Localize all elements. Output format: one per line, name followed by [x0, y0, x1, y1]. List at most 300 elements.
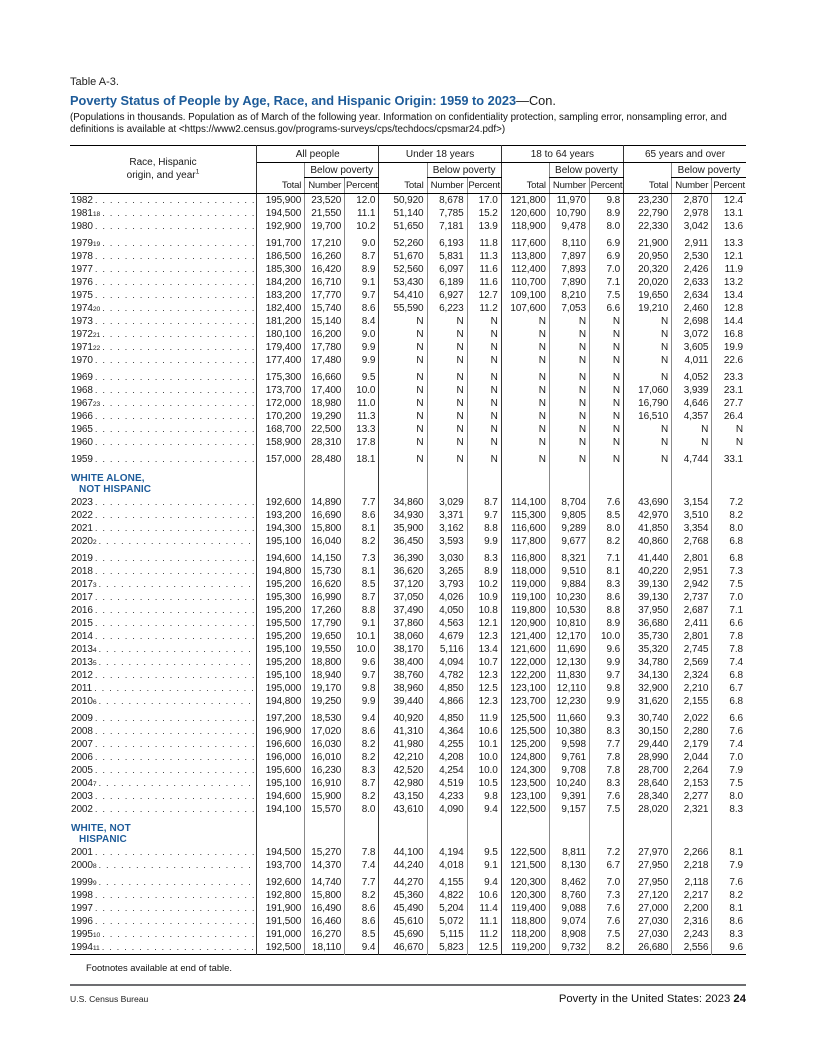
blank-header-cell	[624, 163, 672, 178]
row-label: 2017 3 . . .	[71, 578, 256, 591]
data-cell: 3,605	[672, 341, 712, 354]
data-cell: 7.4	[712, 738, 746, 751]
data-cell: 13.6	[712, 220, 746, 233]
data-cell: 109,100	[501, 289, 549, 302]
data-cell: 8.1	[345, 522, 379, 535]
dot-leader	[95, 738, 254, 751]
data-cell: 13.3	[712, 237, 746, 250]
data-cell: 9.7	[589, 669, 623, 682]
year-label: 1969	[71, 372, 93, 384]
data-cell: 7.6	[589, 496, 623, 509]
data-cell: 11.1	[467, 915, 501, 928]
year-label: 2001	[71, 847, 93, 859]
row-label	[71, 496, 256, 509]
data-cell: 195,100	[257, 643, 305, 656]
row-label	[71, 682, 256, 695]
data-cell: 22,790	[624, 207, 672, 220]
data-cell: 7.1	[589, 552, 623, 565]
year-label: 1968	[71, 385, 93, 397]
data-cell: 19,550	[305, 643, 345, 656]
year-label: 1965	[71, 424, 93, 436]
data-cell: 16,030	[305, 738, 345, 751]
data-cell: 17.0	[467, 194, 501, 208]
blank-header-cell	[257, 163, 305, 178]
data-cell: 16,790	[624, 397, 672, 410]
data-cell: 115,300	[501, 509, 549, 522]
data-cell: 16,620	[305, 578, 345, 591]
data-cell: 110,700	[501, 276, 549, 289]
data-cell: 34,860	[379, 496, 427, 509]
data-cell: 12.3	[467, 630, 501, 643]
data-cell: 36,450	[379, 535, 427, 548]
data-cell: 7.5	[712, 578, 746, 591]
below-poverty-label: Below poverty	[549, 163, 623, 178]
row-label-cell	[70, 354, 257, 367]
data-cell: 192,800	[257, 889, 305, 902]
table-row	[70, 384, 746, 397]
data-cell: 7.6	[712, 725, 746, 738]
group-header-under-18: Under 18 years	[379, 146, 501, 163]
year-label: 2013	[71, 657, 93, 669]
year-label: 2011	[71, 683, 93, 695]
table-row	[70, 522, 746, 535]
data-cell: N	[624, 436, 672, 449]
data-cell: 23.3	[712, 371, 746, 384]
data-cell: 37,860	[379, 617, 427, 630]
data-cell: 18,800	[305, 656, 345, 669]
data-cell: N	[379, 315, 427, 328]
data-cell: N	[467, 328, 501, 341]
data-cell: 3,162	[427, 522, 467, 535]
data-cell: 6.7	[589, 859, 623, 872]
data-cell: 123,700	[501, 695, 549, 708]
dot-leader	[102, 328, 254, 341]
row-label	[71, 194, 256, 207]
row-label	[71, 565, 256, 578]
data-cell: N	[427, 397, 467, 410]
data-cell: 9.5	[345, 371, 379, 384]
year-label: 1980	[71, 221, 93, 233]
group-header-65-over: 65 years and over	[624, 146, 746, 163]
data-cell: 28,340	[624, 790, 672, 803]
year-label: 1977	[71, 264, 93, 276]
data-cell: 194,500	[257, 207, 305, 220]
dot-leader	[95, 846, 254, 859]
data-cell	[467, 470, 501, 496]
row-label	[71, 669, 256, 682]
below-poverty-label: Below poverty	[672, 163, 746, 178]
data-cell: 10,790	[549, 207, 589, 220]
data-cell: 14,150	[305, 552, 345, 565]
dot-leader	[95, 509, 254, 522]
data-cell: N	[589, 410, 623, 423]
col-header-number: Number	[427, 178, 467, 194]
data-cell: 125,500	[501, 712, 549, 725]
data-cell: N	[549, 384, 589, 397]
data-cell: 121,600	[501, 643, 549, 656]
data-cell: 16,660	[305, 371, 345, 384]
data-cell: 16,230	[305, 764, 345, 777]
data-cell: 193,700	[257, 859, 305, 872]
data-cell: 4,254	[427, 764, 467, 777]
row-label: 1972 21 . . .	[71, 328, 256, 341]
row-label-cell	[70, 751, 257, 764]
year-label: 2020	[71, 536, 93, 548]
row-label-cell	[70, 302, 257, 315]
data-cell: 18,530	[305, 712, 345, 725]
data-cell: 16,200	[305, 328, 345, 341]
data-cell: 7.0	[589, 263, 623, 276]
data-cell: 46,670	[379, 941, 427, 955]
data-cell: 13.4	[712, 289, 746, 302]
data-cell: 9,289	[549, 522, 589, 535]
year-label: 1959	[71, 454, 93, 466]
row-label-cell	[70, 522, 257, 535]
data-cell: 7.3	[712, 565, 746, 578]
table-row	[70, 712, 746, 725]
data-cell: 9,732	[549, 941, 589, 955]
data-cell: 196,900	[257, 725, 305, 738]
data-cell: N	[501, 354, 549, 367]
data-cell: 21,550	[305, 207, 345, 220]
table-row	[70, 453, 746, 466]
data-cell: 3,265	[427, 565, 467, 578]
data-cell: 27,000	[624, 902, 672, 915]
dot-leader	[95, 751, 254, 764]
data-cell	[257, 820, 305, 846]
table-row	[70, 397, 746, 410]
data-cell: 8.2	[345, 889, 379, 902]
data-cell: 9.1	[345, 617, 379, 630]
data-cell: 7.2	[712, 496, 746, 509]
dot-leader	[95, 315, 254, 328]
data-cell: 3,072	[672, 328, 712, 341]
data-cell: 7.5	[589, 928, 623, 941]
data-cell: 7.0	[712, 591, 746, 604]
data-cell: 2,569	[672, 656, 712, 669]
data-cell: 4,194	[427, 846, 467, 859]
data-cell: 11,660	[549, 712, 589, 725]
data-cell: 7,890	[549, 276, 589, 289]
data-cell: 37,050	[379, 591, 427, 604]
data-cell: 4,782	[427, 669, 467, 682]
footer-page-number: 24	[733, 993, 746, 1005]
data-cell: 8.6	[589, 591, 623, 604]
data-cell: 8.3	[345, 764, 379, 777]
data-cell: N	[589, 453, 623, 466]
data-cell: 8.2	[589, 535, 623, 548]
data-cell: 119,800	[501, 604, 549, 617]
data-cell: 7.3	[589, 889, 623, 902]
data-cell: 194,500	[257, 846, 305, 859]
row-label	[71, 263, 256, 276]
row-label	[71, 220, 256, 233]
data-cell: 16,270	[305, 928, 345, 941]
data-cell	[712, 470, 746, 496]
data-cell: 11.6	[467, 263, 501, 276]
data-cell: 7.6	[712, 876, 746, 889]
row-label	[71, 552, 256, 565]
row-label-cell	[70, 656, 257, 669]
data-cell: 122,000	[501, 656, 549, 669]
year-label: 1975	[71, 290, 93, 302]
row-label	[71, 354, 256, 367]
data-cell: N	[379, 453, 427, 466]
data-cell: 112,400	[501, 263, 549, 276]
data-cell: 9.1	[467, 859, 501, 872]
data-cell: N	[589, 436, 623, 449]
table-row	[70, 496, 746, 509]
data-cell: N	[427, 436, 467, 449]
row-label	[71, 384, 256, 397]
row-label	[71, 803, 256, 816]
data-cell: 12,110	[549, 682, 589, 695]
table-row	[70, 777, 746, 790]
table-row	[70, 341, 746, 354]
data-cell: N	[501, 384, 549, 397]
row-label-cell	[70, 220, 257, 233]
data-cell: 121,800	[501, 194, 549, 208]
data-cell: 2,217	[672, 889, 712, 902]
data-cell: 196,000	[257, 751, 305, 764]
data-cell: 19,700	[305, 220, 345, 233]
row-label-cell	[70, 790, 257, 803]
dot-leader	[95, 902, 254, 915]
table-row	[70, 764, 746, 777]
data-cell: 23,230	[624, 194, 672, 208]
data-cell: 9,478	[549, 220, 589, 233]
data-cell	[305, 470, 345, 496]
row-label-cell	[70, 423, 257, 436]
data-cell: 10.0	[345, 384, 379, 397]
data-cell: 30,150	[624, 725, 672, 738]
data-cell: 44,100	[379, 846, 427, 859]
row-label	[71, 289, 256, 302]
data-cell: 9,088	[549, 902, 589, 915]
data-cell: 2,870	[672, 194, 712, 208]
data-cell: 9.7	[345, 289, 379, 302]
data-cell: 4,208	[427, 751, 467, 764]
data-cell: 193,200	[257, 509, 305, 522]
row-label-cell	[70, 643, 257, 656]
group-header-row	[70, 146, 746, 163]
col-header-percent: Percent	[345, 178, 379, 194]
dot-leader	[95, 276, 254, 289]
data-cell: N	[589, 423, 623, 436]
data-cell	[712, 820, 746, 846]
data-cell: 6,097	[427, 263, 467, 276]
data-cell: 28,990	[624, 751, 672, 764]
year-label: 1995	[71, 929, 93, 941]
row-label-cell	[70, 276, 257, 289]
data-cell: N	[549, 354, 589, 367]
data-cell	[345, 470, 379, 496]
data-cell: 2,022	[672, 712, 712, 725]
year-label: 1972	[71, 329, 93, 341]
data-cell: 53,430	[379, 276, 427, 289]
data-cell: 16,490	[305, 902, 345, 915]
data-cell: 27,970	[624, 846, 672, 859]
data-cell: 168,700	[257, 423, 305, 436]
data-cell: 12.8	[712, 302, 746, 315]
data-cell: 7.2	[589, 846, 623, 859]
data-cell: 10,530	[549, 604, 589, 617]
data-cell: 2,118	[672, 876, 712, 889]
table-row	[70, 302, 746, 315]
year-label: 1999	[71, 877, 93, 889]
data-cell: 15,730	[305, 565, 345, 578]
data-cell: 2,243	[672, 928, 712, 941]
row-label-cell	[70, 436, 257, 449]
data-cell: 4,155	[427, 876, 467, 889]
data-cell: 4,052	[672, 371, 712, 384]
data-cell: 8.6	[345, 509, 379, 522]
table-row	[70, 669, 746, 682]
dot-leader	[95, 790, 254, 803]
table-row	[70, 276, 746, 289]
row-label-cell	[70, 384, 257, 397]
page-title	[70, 94, 746, 109]
data-cell: 8.1	[712, 902, 746, 915]
row-label	[71, 371, 256, 384]
data-cell: 8.5	[345, 578, 379, 591]
table-row	[70, 803, 746, 816]
data-cell: 179,400	[257, 341, 305, 354]
dot-leader	[95, 436, 254, 449]
data-cell: 8.6	[345, 902, 379, 915]
year-label: 2008	[71, 726, 93, 738]
data-cell: 170,200	[257, 410, 305, 423]
data-cell: 7.4	[712, 656, 746, 669]
row-label	[71, 738, 256, 751]
row-label	[71, 315, 256, 328]
data-cell: 28,480	[305, 453, 345, 466]
data-cell: 8.8	[345, 604, 379, 617]
data-cell: 16,910	[305, 777, 345, 790]
data-cell: 197,200	[257, 712, 305, 725]
data-cell: N	[624, 341, 672, 354]
table-row	[70, 578, 746, 591]
row-label: 2013 4 . . .	[71, 643, 256, 656]
data-cell	[379, 820, 427, 846]
page-footer	[70, 984, 746, 1005]
year-label: 2023	[71, 497, 93, 509]
dot-leader	[102, 397, 254, 410]
data-cell: 9.0	[345, 237, 379, 250]
dot-leader	[95, 289, 254, 302]
dot-leader	[99, 876, 254, 889]
dot-leader	[95, 764, 254, 777]
row-label: 2020 2 . . .	[71, 535, 256, 548]
data-cell: 9.9	[589, 656, 623, 669]
table-row	[70, 643, 746, 656]
data-cell: 19,650	[624, 289, 672, 302]
data-cell: 9,157	[549, 803, 589, 816]
data-cell: 194,800	[257, 565, 305, 578]
dot-leader	[95, 915, 254, 928]
data-cell: 12,230	[549, 695, 589, 708]
data-cell: N	[379, 423, 427, 436]
data-cell: 9,391	[549, 790, 589, 803]
table-row	[70, 846, 746, 859]
data-cell: 2,737	[672, 591, 712, 604]
dot-leader	[102, 302, 254, 315]
year-label: 1981	[71, 208, 93, 220]
data-cell: 117,600	[501, 237, 549, 250]
data-cell: 2,426	[672, 263, 712, 276]
data-cell: N	[549, 371, 589, 384]
data-cell: 11,690	[549, 643, 589, 656]
year-label: 1967	[71, 398, 93, 410]
data-cell: 9,510	[549, 565, 589, 578]
dot-leader	[99, 578, 254, 591]
data-cell: 12,170	[549, 630, 589, 643]
table-row	[70, 423, 746, 436]
data-cell: N	[549, 453, 589, 466]
data-cell: 192,600	[257, 876, 305, 889]
data-cell: N	[589, 341, 623, 354]
data-cell: 195,200	[257, 656, 305, 669]
data-cell: 28,640	[624, 777, 672, 790]
data-cell: 177,400	[257, 354, 305, 367]
section-header-line: HISPANIC	[79, 834, 127, 846]
data-cell: 10.8	[467, 604, 501, 617]
data-cell: 120,300	[501, 876, 549, 889]
data-cell: 8.2	[345, 738, 379, 751]
data-cell: 8.7	[345, 591, 379, 604]
dot-leader	[95, 889, 254, 902]
row-label-cell	[70, 859, 257, 872]
data-cell: 17.8	[345, 436, 379, 449]
data-cell: 28,310	[305, 436, 345, 449]
row-label-cell	[70, 509, 257, 522]
col-header-number: Number	[672, 178, 712, 194]
data-cell: 11,970	[549, 194, 589, 208]
data-cell: 6.6	[712, 712, 746, 725]
data-cell: 16,420	[305, 263, 345, 276]
table-row	[70, 535, 746, 548]
data-cell: 3,042	[672, 220, 712, 233]
table-row	[70, 725, 746, 738]
data-cell	[549, 470, 589, 496]
blank-header-cell	[501, 163, 549, 178]
year-label: 2009	[71, 713, 93, 725]
row-label-cell	[70, 315, 257, 328]
row-label-cell	[70, 470, 257, 496]
data-cell: 7.8	[712, 643, 746, 656]
data-cell: 15.2	[467, 207, 501, 220]
row-label-cell	[70, 617, 257, 630]
year-label: 2012	[71, 670, 93, 682]
data-cell: N	[589, 354, 623, 367]
data-cell: N	[467, 453, 501, 466]
data-cell: 119,400	[501, 902, 549, 915]
table-row	[70, 876, 746, 889]
data-cell: 14,370	[305, 859, 345, 872]
data-cell: 119,200	[501, 941, 549, 955]
data-cell: 122,500	[501, 846, 549, 859]
data-cell: 31,620	[624, 695, 672, 708]
data-cell: 44,240	[379, 859, 427, 872]
data-cell: N	[549, 436, 589, 449]
data-cell: 22,500	[305, 423, 345, 436]
data-cell: N	[589, 328, 623, 341]
data-cell: 15,570	[305, 803, 345, 816]
data-cell	[672, 820, 712, 846]
data-cell: 194,600	[257, 790, 305, 803]
data-cell: 8,130	[549, 859, 589, 872]
data-cell: 54,410	[379, 289, 427, 302]
